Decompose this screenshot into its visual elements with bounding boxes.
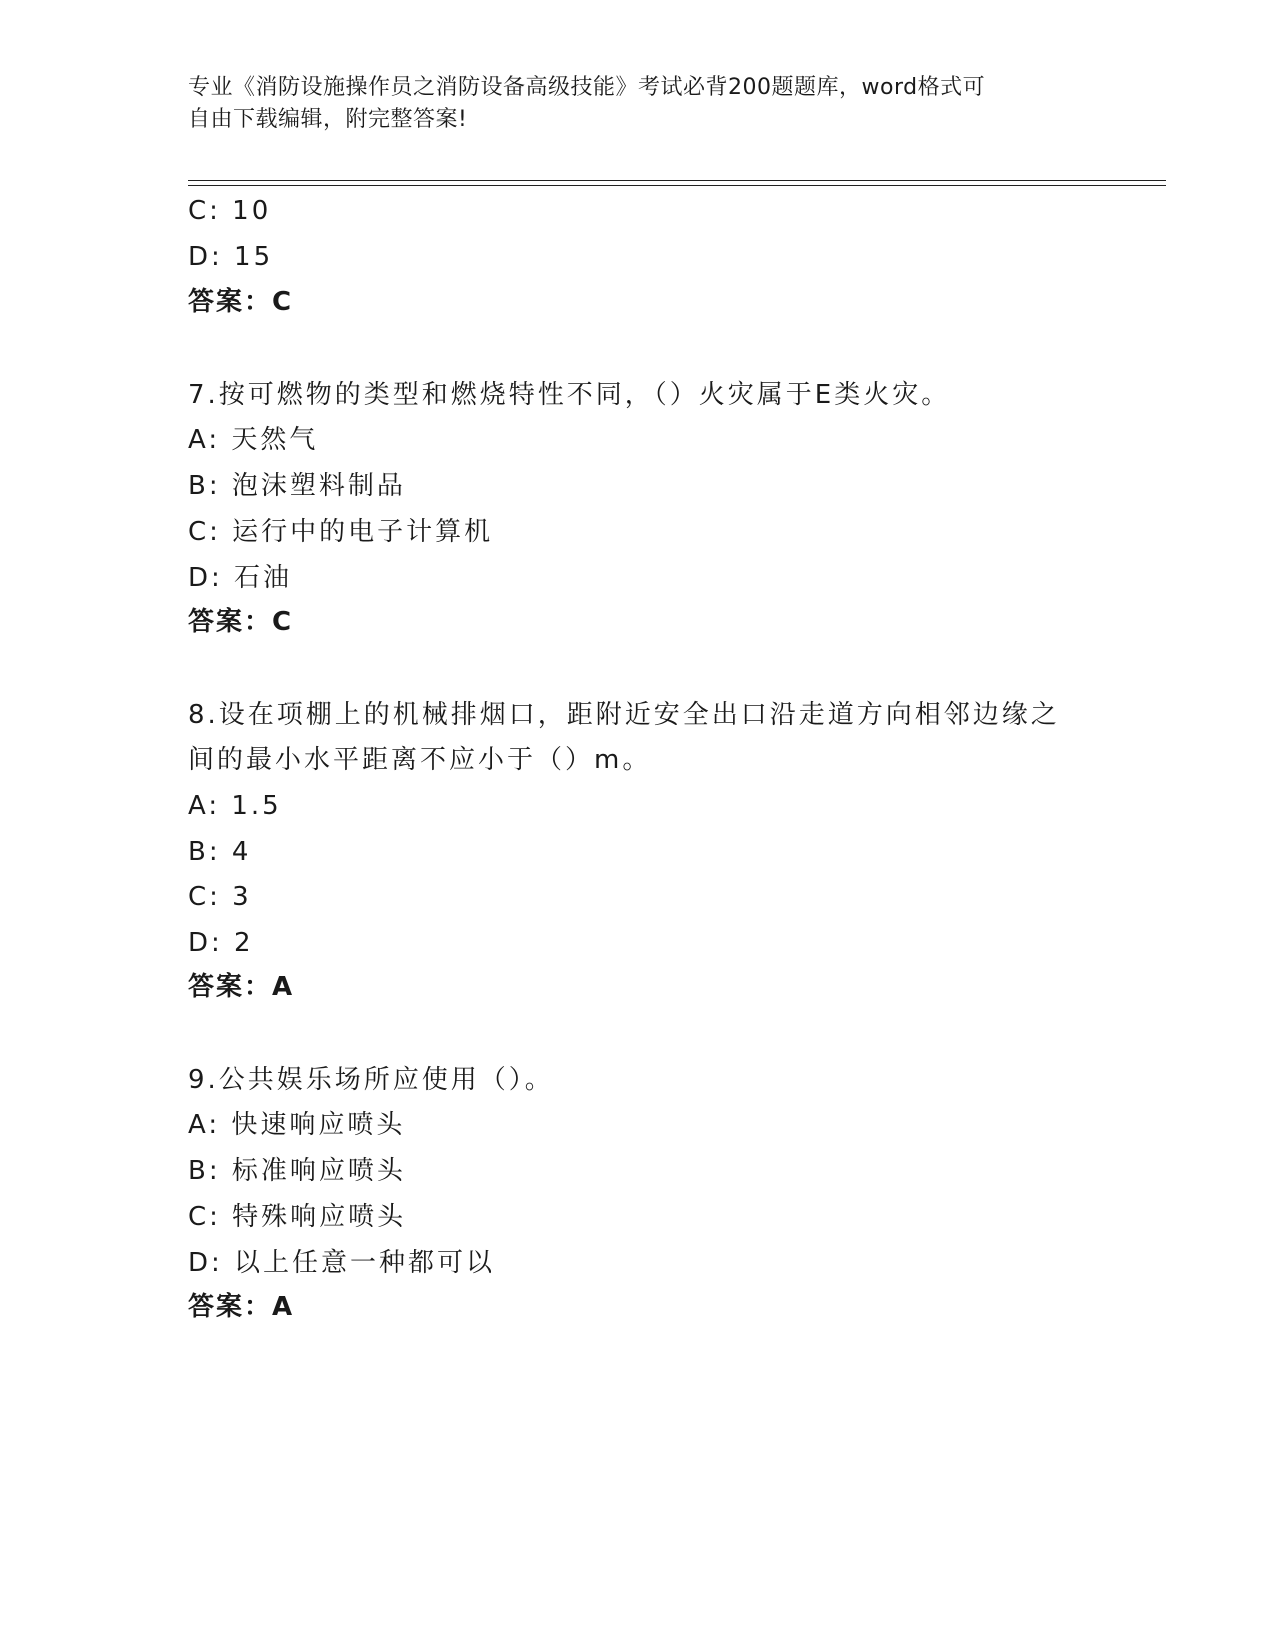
question-7-option-d: D: 石油 <box>188 563 293 593</box>
header-divider-bottom <box>188 185 1166 186</box>
question-8-option-c: C: 3 <box>188 882 252 912</box>
question-9-answer: 答案：A <box>188 1292 295 1322</box>
question-8-option-d: D: 2 <box>188 928 254 958</box>
question-8-stem-line-1: 8.设在项棚上的机械排烟口，距附近安全出口沿走道方向相邻边缘之 <box>188 700 1060 730</box>
question-8-stem-line-2: 间的最小水平距离不应小于（）m。 <box>188 745 652 775</box>
question-9-option-c: C: 特殊响应喷头 <box>188 1202 407 1232</box>
question-7-stem: 7.按可燃物的类型和燃烧特性不同，（）火灾属于E类火灾。 <box>188 380 951 410</box>
question-9-option-a: A: 快速响应喷头 <box>188 1110 406 1140</box>
question-7-option-c: C: 运行中的电子计算机 <box>188 517 494 547</box>
header-divider-top <box>188 180 1166 181</box>
question-9-stem: 9.公共娱乐场所应使用（）。 <box>188 1065 554 1095</box>
question-8-answer: 答案：A <box>188 972 295 1002</box>
question-7-answer: 答案：C <box>188 607 294 637</box>
question-7-option-a: A: 天然气 <box>188 425 319 455</box>
question-8-option-a: A: 1.5 <box>188 791 282 821</box>
question-9-option-d: D: 以上任意一种都可以 <box>188 1248 496 1278</box>
header-line-2: 自由下载编辑，附完整答案! <box>188 107 468 132</box>
option-d: D: 15 <box>188 242 274 272</box>
document-header <box>188 72 1068 136</box>
question-8-option-b: B: 4 <box>188 837 252 867</box>
answer-line: 答案：C <box>188 287 294 317</box>
question-7-option-b: B: 泡沫塑料制品 <box>188 471 406 501</box>
question-9-option-b: B: 标准响应喷头 <box>188 1156 406 1186</box>
header-line-1: 专业《消防设施操作员之消防设备高级技能》考试必背200题题库，word格式可 <box>188 75 986 100</box>
option-c: C: 10 <box>188 196 272 226</box>
